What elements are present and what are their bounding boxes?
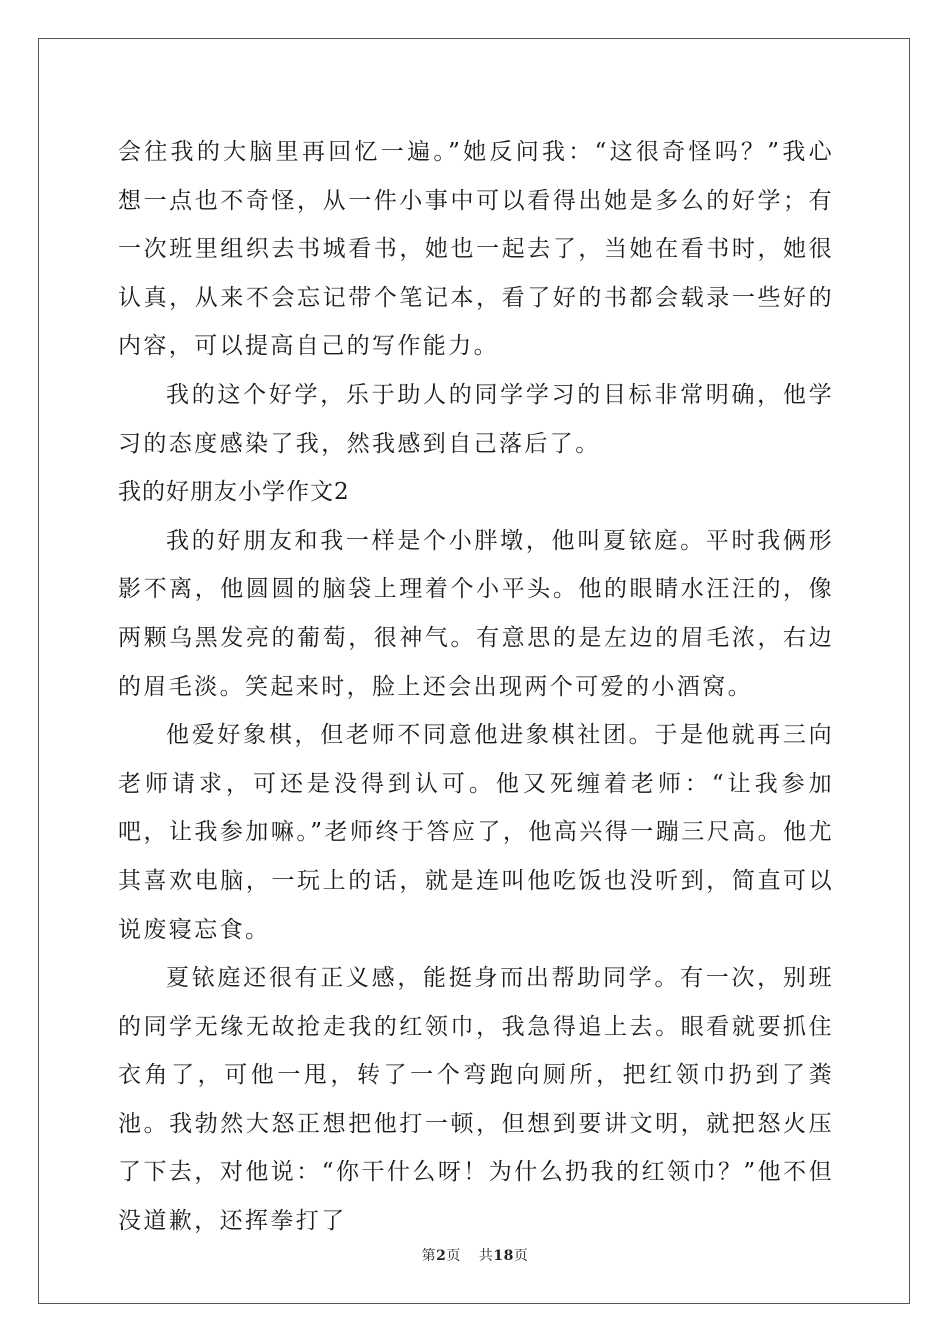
current-page-number: 2 [436, 1248, 447, 1264]
total-prefix: 共 [478, 1248, 494, 1264]
document-body [118, 128, 834, 1246]
paragraph-summary: 我的这个好学，乐于助人的同学学习的目标非常明确，他学习的态度感染了我，然我感到自己落后了。 [118, 381, 834, 457]
page-footer [0, 1246, 950, 1266]
total-page-count: 18 [493, 1248, 514, 1264]
page-suffix: 页 [446, 1248, 461, 1264]
paragraph-appearance: 我的好朋友和我一样是个小胖墩，他叫夏铱庭。平时我俩形影不离，他圆圆的脑袋上理着个小平头。他的眼睛水汪汪的，像两颗乌黑发亮的葡萄，很神气。有意思的是左边的眉毛浓，右边的眉毛淡。笑起来时，脸上还会出现两个可爱的小酒窝。 [118, 527, 834, 700]
paragraph-justice: 夏铱庭还很有正义感，能挺身而出帮助同学。有一次，别班的同学无缘无故抢走我的红领巾，我急得追上去。眼看就要抓住衣角了，可他一甩，转了一个弯跑向厕所，把红领巾扔到了粪池。我勃然大怒正想把他打一顿，但想到要讲文明，就把怒火压了下去，对他说：“你干什么呀！为什么扔我的红领巾？”他不但没道歉，还挥拳打了 [118, 965, 834, 1235]
section-title: 我的好朋友小学作文2 [118, 479, 350, 506]
total-suffix: 页 [513, 1248, 529, 1264]
page-prefix: 第 [421, 1248, 437, 1264]
paragraph-continued: 会往我的大脑里再回忆一遍。”她反问我：“这很奇怪吗？”我心想一点也不奇怪，从一件小事中可以看得出她是多么的好学；有一次班里组织去书城看书，她也一起去了，当她在看书时，她很认真，从来不会忘记带个笔记本，看了好的书都会载录一些好的内容，可以提高自己的写作能力。 [118, 139, 834, 360]
paragraph-hobbies: 他爱好象棋，但老师不同意他进象棋社团。于是他就再三向老师请求，可还是没得到认可。他又死缠着老师：“让我参加吧，让我参加嘛。”老师终于答应了，他高兴得一蹦三尺高。他尤其喜欢电脑，一玩上的话，就是连叫他吃饭也没听到，简直可以说废寝忘食。 [118, 722, 834, 943]
